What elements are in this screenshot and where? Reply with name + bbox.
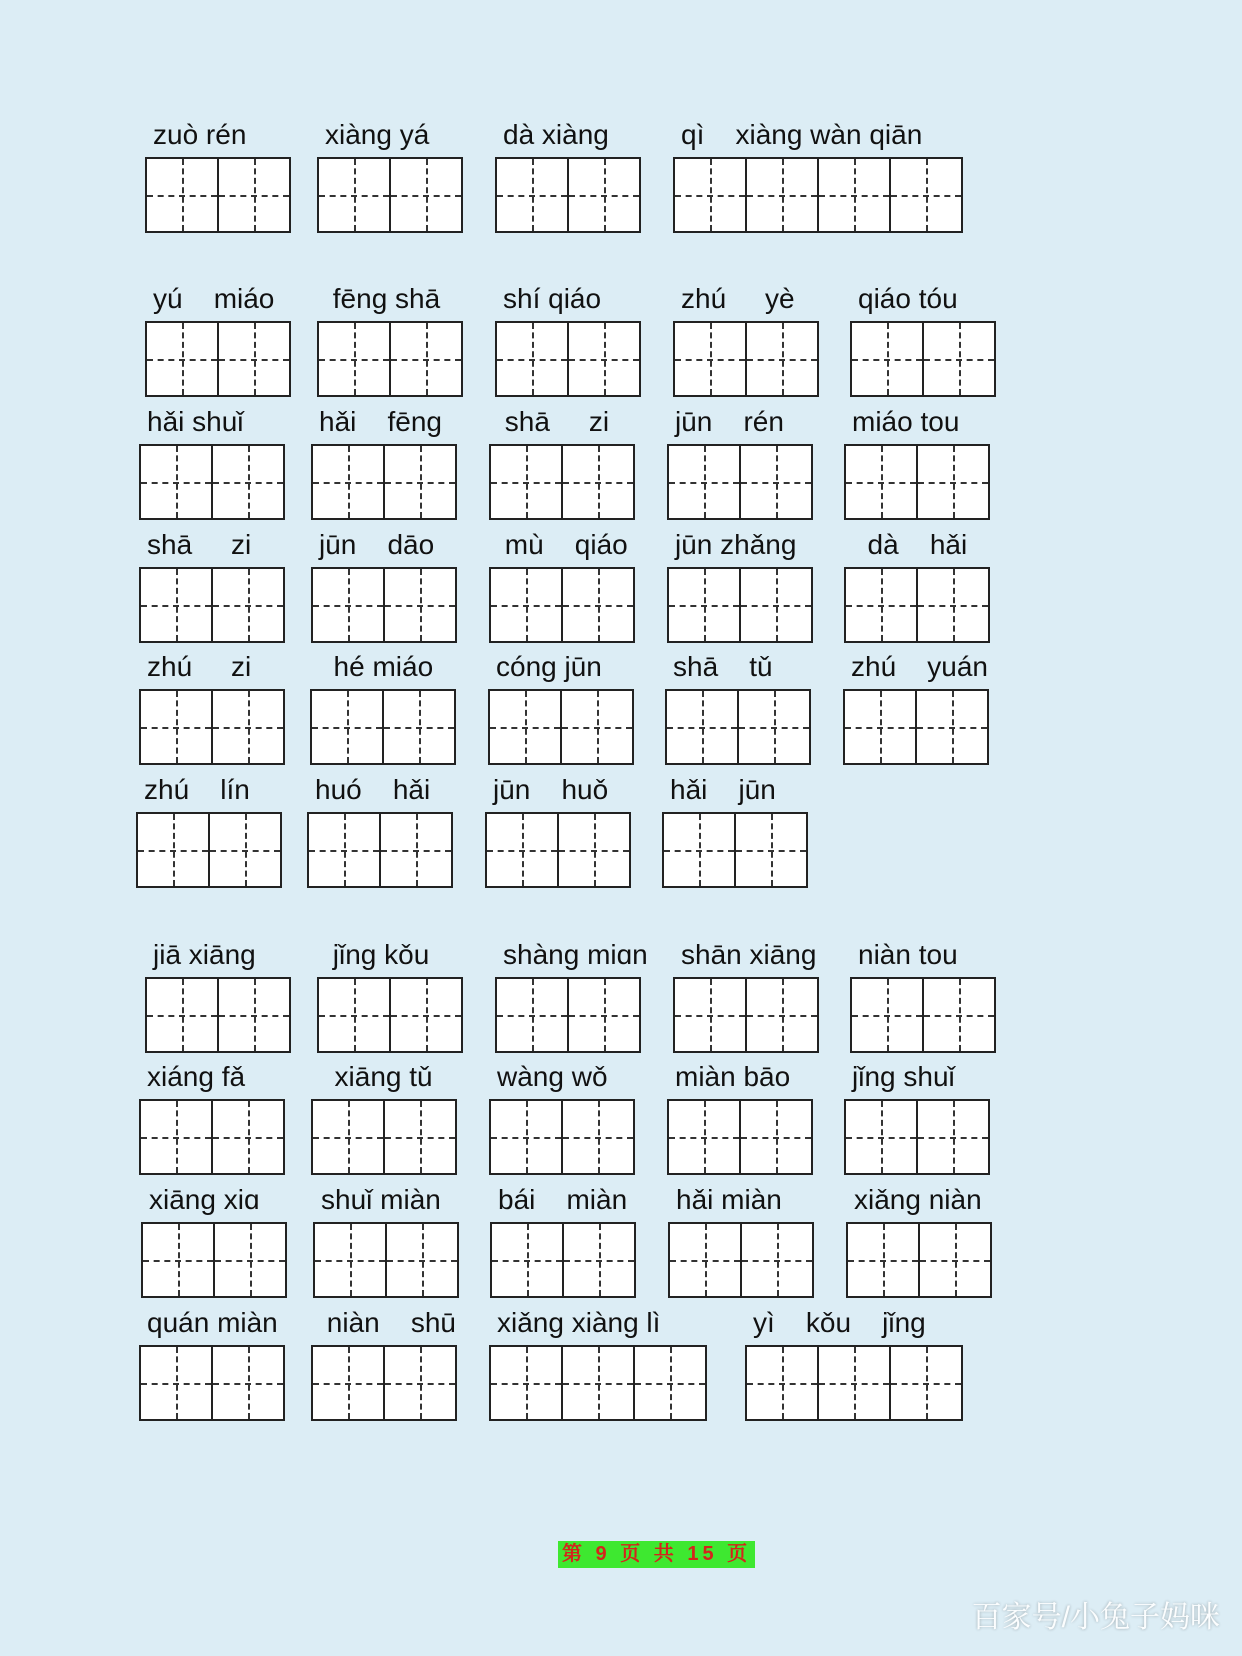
writing-grid[interactable] <box>311 1099 457 1175</box>
tianzige-cell[interactable] <box>891 1347 961 1419</box>
writing-grid[interactable] <box>139 1099 285 1175</box>
pinyin-label: shā zi <box>147 529 252 560</box>
tianzige-cell[interactable] <box>147 159 219 231</box>
writing-grid[interactable] <box>139 567 285 643</box>
pinyin-label: hé miáo <box>318 651 434 682</box>
tianzige-cell[interactable] <box>147 323 219 395</box>
tianzige-cell[interactable] <box>664 814 736 886</box>
writing-grid[interactable] <box>139 1345 285 1421</box>
pinyin-label: dà hǎi <box>852 529 968 560</box>
tianzige-cell[interactable] <box>490 691 562 763</box>
tianzige-cell[interactable] <box>742 1224 812 1296</box>
tianzige-cell[interactable] <box>312 691 384 763</box>
tianzige-cell[interactable] <box>846 1101 918 1173</box>
tianzige-cell[interactable] <box>917 691 987 763</box>
tianzige-cell[interactable] <box>391 159 461 231</box>
pinyin-label: hǎi jūn <box>670 774 776 805</box>
tianzige-cell[interactable] <box>391 979 461 1051</box>
tianzige-cell[interactable] <box>667 691 739 763</box>
writing-grid[interactable] <box>136 812 282 888</box>
pinyin-label: jǐng shuǐ <box>852 1061 955 1092</box>
pinyin-label: jūn zhǎng <box>675 529 797 560</box>
writing-grid[interactable] <box>495 157 641 233</box>
tianzige-cell[interactable] <box>313 569 385 641</box>
tianzige-cell[interactable] <box>219 979 289 1051</box>
tianzige-cell[interactable] <box>385 569 455 641</box>
tianzige-cell[interactable] <box>747 979 817 1051</box>
writing-grid[interactable] <box>488 689 634 765</box>
pinyin-label: yì kǒu jǐng <box>753 1307 926 1338</box>
writing-grid[interactable] <box>311 444 457 520</box>
writing-grid[interactable] <box>850 977 996 1053</box>
pinyin-label: xiāng tǔ <box>319 1061 433 1092</box>
writing-grid[interactable] <box>850 321 996 397</box>
tianzige-cell[interactable] <box>564 1224 634 1296</box>
tianzige-cell[interactable] <box>569 323 639 395</box>
writing-grid[interactable] <box>846 1222 992 1298</box>
pinyin-label: shā zi <box>497 406 610 437</box>
tianzige-cell[interactable] <box>141 691 213 763</box>
tianzige-cell[interactable] <box>569 159 639 231</box>
tianzige-cell[interactable] <box>635 1347 705 1419</box>
tianzige-cell[interactable] <box>492 1224 564 1296</box>
tianzige-cell[interactable] <box>491 446 563 518</box>
tianzige-cell[interactable] <box>559 814 629 886</box>
pinyin-label: zhú yuán <box>851 651 988 682</box>
tianzige-cell[interactable] <box>924 323 994 395</box>
tianzige-cell[interactable] <box>924 979 994 1051</box>
tianzige-cell[interactable] <box>562 691 632 763</box>
pinyin-label: dà xiàng <box>503 119 609 150</box>
pinyin-label: jūn huǒ <box>493 774 609 805</box>
writing-grid[interactable] <box>317 157 463 233</box>
pinyin-label: wàng wǒ <box>497 1061 608 1092</box>
writing-grid[interactable] <box>489 444 635 520</box>
tianzige-cell[interactable] <box>219 159 289 231</box>
tianzige-cell[interactable] <box>491 569 563 641</box>
pinyin-label: qiáo tóu <box>858 283 958 314</box>
pinyin-label: shuǐ miàn <box>321 1184 441 1215</box>
tianzige-cell[interactable] <box>736 814 806 886</box>
tianzige-cell[interactable] <box>747 323 817 395</box>
tianzige-cell[interactable] <box>315 1224 387 1296</box>
tianzige-cell[interactable] <box>387 1224 457 1296</box>
tianzige-cell[interactable] <box>487 814 559 886</box>
pinyin-label: fēng shā <box>325 283 441 314</box>
pinyin-label: huó hǎi <box>315 774 431 805</box>
writing-grid[interactable] <box>843 689 989 765</box>
tianzige-cell[interactable] <box>385 1347 455 1419</box>
tianzige-cell[interactable] <box>918 1101 988 1173</box>
tianzige-cell[interactable] <box>747 1347 819 1419</box>
writing-grid[interactable] <box>310 689 456 765</box>
writing-grid[interactable] <box>485 812 631 888</box>
tianzige-cell[interactable] <box>491 1101 563 1173</box>
tianzige-cell[interactable] <box>319 979 391 1051</box>
writing-grid[interactable] <box>667 1099 813 1175</box>
tianzige-cell[interactable] <box>141 1347 213 1419</box>
writing-grid[interactable] <box>667 444 813 520</box>
writing-grid[interactable] <box>489 1345 707 1421</box>
writing-grid[interactable] <box>745 1345 963 1421</box>
tianzige-cell[interactable] <box>384 691 454 763</box>
tianzige-cell[interactable] <box>219 323 289 395</box>
tianzige-cell[interactable] <box>313 1101 385 1173</box>
tianzige-cell[interactable] <box>385 446 455 518</box>
tianzige-cell[interactable] <box>391 323 461 395</box>
tianzige-cell[interactable] <box>852 979 924 1051</box>
pinyin-label: cóng jūn <box>496 651 602 682</box>
pinyin-label: zhú yè <box>681 283 795 314</box>
writing-grid[interactable] <box>673 157 963 233</box>
tianzige-cell[interactable] <box>669 569 741 641</box>
tianzige-cell[interactable] <box>741 1101 811 1173</box>
writing-grid[interactable] <box>673 321 819 397</box>
pinyin-label: jūn dāo <box>319 529 435 560</box>
writing-grid[interactable] <box>317 977 463 1053</box>
tianzige-cell[interactable] <box>319 323 391 395</box>
pinyin-label: shàng miɑn <box>503 939 648 970</box>
writing-grid[interactable] <box>495 977 641 1053</box>
tianzige-cell[interactable] <box>819 1347 891 1419</box>
tianzige-cell[interactable] <box>848 1224 920 1296</box>
writing-grid[interactable] <box>311 1345 457 1421</box>
pinyin-label: mù qiáo <box>497 529 628 560</box>
tianzige-cell[interactable] <box>741 569 811 641</box>
tianzige-cell[interactable] <box>215 1224 285 1296</box>
tianzige-cell[interactable] <box>846 569 918 641</box>
tianzige-cell[interactable] <box>210 814 280 886</box>
writing-grid[interactable] <box>145 321 291 397</box>
pinyin-label: miáo tou <box>852 406 960 437</box>
pinyin-label: zhú lín <box>144 774 250 805</box>
tianzige-cell[interactable] <box>491 1347 563 1419</box>
pinyin-label: qì xiàng wàn qiān <box>681 119 923 150</box>
pinyin-label: yú miáo <box>153 283 275 314</box>
pinyin-label: hǎi fēng <box>319 406 442 437</box>
tianzige-cell[interactable] <box>213 1101 283 1173</box>
writing-grid[interactable] <box>844 444 990 520</box>
writing-grid[interactable] <box>313 1222 459 1298</box>
tianzige-cell[interactable] <box>313 1347 385 1419</box>
tianzige-cell[interactable] <box>385 1101 455 1173</box>
tianzige-cell[interactable] <box>563 1347 635 1419</box>
tianzige-cell[interactable] <box>141 569 213 641</box>
writing-grid[interactable] <box>139 444 285 520</box>
writing-grid[interactable] <box>489 1099 635 1175</box>
tianzige-cell[interactable] <box>891 159 961 231</box>
tianzige-cell[interactable] <box>143 1224 215 1296</box>
pinyin-label: shā tǔ <box>673 651 773 682</box>
pinyin-label: zhú zi <box>147 651 252 682</box>
writing-grid[interactable] <box>665 689 811 765</box>
writing-grid[interactable] <box>141 1222 287 1298</box>
tianzige-cell[interactable] <box>563 446 633 518</box>
pinyin-label: bái miàn <box>498 1184 628 1215</box>
pinyin-label: niàn shū <box>319 1307 456 1338</box>
pinyin-label: miàn bāo <box>675 1061 791 1092</box>
pinyin-label: jiā xiāng <box>153 939 256 970</box>
tianzige-cell[interactable] <box>147 979 219 1051</box>
tianzige-cell[interactable] <box>563 1101 633 1173</box>
tianzige-cell[interactable] <box>141 1101 213 1173</box>
tianzige-cell[interactable] <box>319 159 391 231</box>
tianzige-cell[interactable] <box>819 159 891 231</box>
writing-grid[interactable] <box>145 977 291 1053</box>
tianzige-cell[interactable] <box>669 446 741 518</box>
tianzige-cell[interactable] <box>852 323 924 395</box>
tianzige-cell[interactable] <box>918 569 988 641</box>
tianzige-cell[interactable] <box>920 1224 990 1296</box>
page-indicator: 第 9 页 共 15 页 <box>558 1541 755 1568</box>
tianzige-cell[interactable] <box>497 979 569 1051</box>
writing-grid[interactable] <box>307 812 453 888</box>
pinyin-label: xiǎng niàn <box>854 1184 982 1215</box>
watermark: 百家号/小兔子妈咪 <box>971 1601 1220 1634</box>
writing-grid[interactable] <box>495 321 641 397</box>
tianzige-cell[interactable] <box>313 446 385 518</box>
tianzige-cell[interactable] <box>739 691 809 763</box>
pinyin-label: hǎi miàn <box>676 1184 782 1215</box>
pinyin-label: zuò rén <box>153 119 247 150</box>
pinyin-label: xiǎng xiàng lì <box>497 1307 661 1338</box>
writing-grid[interactable] <box>844 567 990 643</box>
pinyin-label: niàn tou <box>858 939 958 970</box>
writing-grid[interactable] <box>844 1099 990 1175</box>
tianzige-cell[interactable] <box>845 691 917 763</box>
pinyin-label: quán miàn <box>147 1307 278 1338</box>
writing-grid[interactable] <box>662 812 808 888</box>
writing-grid[interactable] <box>489 567 635 643</box>
tianzige-cell[interactable] <box>675 159 747 231</box>
pinyin-label: xiàng yá <box>325 119 430 150</box>
tianzige-cell[interactable] <box>141 446 213 518</box>
writing-grid[interactable] <box>667 567 813 643</box>
tianzige-cell[interactable] <box>741 446 811 518</box>
tianzige-cell[interactable] <box>675 323 747 395</box>
pinyin-label: jǐng kǒu <box>325 939 430 970</box>
tianzige-cell[interactable] <box>563 569 633 641</box>
tianzige-cell[interactable] <box>670 1224 742 1296</box>
tianzige-cell[interactable] <box>497 159 569 231</box>
writing-grid[interactable] <box>311 567 457 643</box>
tianzige-cell[interactable] <box>381 814 451 886</box>
pinyin-label: xiāng xiɑ <box>149 1184 260 1215</box>
pinyin-label: shí qiáo <box>503 283 602 314</box>
tianzige-cell[interactable] <box>138 814 210 886</box>
tianzige-cell[interactable] <box>747 159 819 231</box>
tianzige-cell[interactable] <box>497 323 569 395</box>
tianzige-cell[interactable] <box>918 446 988 518</box>
tianzige-cell[interactable] <box>309 814 381 886</box>
writing-grid[interactable] <box>317 321 463 397</box>
pinyin-label: hǎi shuǐ <box>147 406 244 437</box>
pinyin-label: jūn rén <box>675 406 784 437</box>
tianzige-cell[interactable] <box>213 1347 283 1419</box>
pinyin-label: shān xiāng <box>681 939 817 970</box>
pinyin-label: xiáng fǎ <box>147 1061 246 1092</box>
tianzige-cell[interactable] <box>569 979 639 1051</box>
writing-grid[interactable] <box>490 1222 636 1298</box>
writing-grid[interactable] <box>668 1222 814 1298</box>
writing-grid[interactable] <box>145 157 291 233</box>
tianzige-cell[interactable] <box>846 446 918 518</box>
tianzige-cell[interactable] <box>213 569 283 641</box>
tianzige-cell[interactable] <box>675 979 747 1051</box>
writing-grid[interactable] <box>673 977 819 1053</box>
tianzige-cell[interactable] <box>213 691 283 763</box>
tianzige-cell[interactable] <box>669 1101 741 1173</box>
tianzige-cell[interactable] <box>213 446 283 518</box>
writing-grid[interactable] <box>139 689 285 765</box>
